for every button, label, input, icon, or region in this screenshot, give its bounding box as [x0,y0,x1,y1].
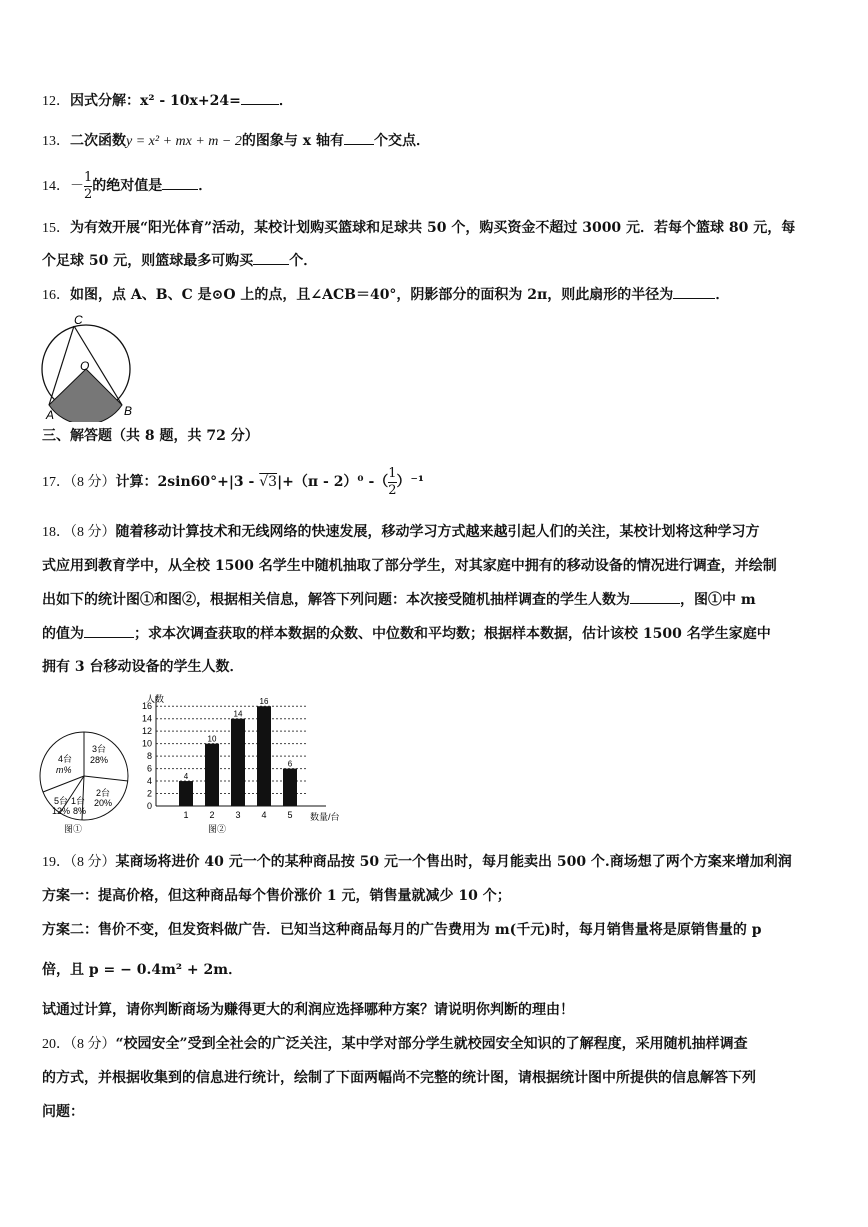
answer-blank[interactable] [253,250,289,265]
y-axis-label: 人数 [146,694,165,704]
question-text: 为有效开展“阳光体育”活动，某校计划购买篮球和足球共 50 个，购买资金不超过 3000 元．若每个篮球 80 元，每 [70,220,796,236]
question-number: 12． [42,94,70,109]
bar-value-label: 6 [287,759,293,769]
pie-value-4-devices: m% [56,765,72,775]
shaded-sector [49,369,122,422]
question-13 [42,130,430,152]
bar-chart-figure-2 [138,690,348,838]
pie-chart-figure-1 [36,726,136,838]
answer-blank[interactable] [162,175,198,190]
pie-caption: 图① [64,824,83,834]
question-end: ． [278,93,293,109]
y-tick-label: 14 [141,713,152,724]
question-19-line4: 倍，且 p = − 0.4m² + 2m． [42,962,243,978]
bar-4 [257,706,271,806]
pie-label-1-device: 1台 [71,796,86,806]
math-expression: y = x² + mx + m − 2 [126,134,242,149]
fraction [388,466,396,499]
pie-value-5-devices: 12% [52,806,71,816]
bar-2 [205,744,219,806]
question-number: 14． [42,179,70,194]
question-end: 个． [289,253,318,269]
question-text: ；求本次调查获取的样本数据的众数、中位数和平均数；根据样本数据，估计该校 1500 名学生家庭中 [134,626,771,642]
question-end: 个交点． [373,133,430,149]
y-tick-label: 16 [141,701,152,712]
question-text: 出如下的统计图①和图②，根据相关信息，解答下列问题：本次接受随机抽样调查的学生人数为 [42,592,630,608]
pie-value-1-device: 8% [73,806,87,816]
question-text: “校园安全”受到全社会的广泛关注，某中学对部分学生就校园安全知识的了解程度，采用随机抽样调查 [115,1036,748,1052]
bar-value-label: 10 [207,734,217,744]
x-tick-label: 4 [261,810,267,820]
sqrt-expression: √3 [259,474,278,490]
y-tick-label: 4 [146,776,152,787]
question-19-line3: 方案二：售价不变，但发资料做广告．已知当这种商品每月的广告费用为 m(千元)时，每月销售量将是原销售量的 p [42,922,762,938]
x-tick-label: 2 [209,810,215,820]
question-text: ）⁻¹ [396,474,425,490]
question-number: 13． [42,134,70,149]
label-B: B [124,404,133,418]
pie-label-3-devices: 3台 [92,744,107,754]
x-tick-label: 1 [183,810,189,820]
bar-5 [283,769,297,806]
question-text: 如图，点 A、B、C 是⊙O 上的点，且∠ACB＝40°，阴影部分的面积为 2π，则此扇形的半径为 [70,287,674,303]
label-C: C [74,313,83,327]
numerator: 1 [84,169,93,185]
question-text: 二次函数 [70,133,126,149]
question-20-line3: 问题： [42,1104,84,1120]
question-text: 的绝对值是 [92,178,163,194]
question-end: ． [198,178,213,194]
x-tick-label: 5 [287,810,293,820]
answer-blank[interactable] [344,130,374,145]
question-19-line1 [42,852,792,873]
question-20-line2: 的方式，并根据收集到的信息进行统计，绘制了下面两幅尚不完整的统计图，请根据统计图中所提供的信息解答下列 [42,1070,756,1086]
question-17 [42,464,424,501]
y-tick-label: 0 [146,801,152,811]
question-text: ，图①中 m [680,592,756,608]
question-number: 15． [42,221,70,236]
question-number: 16． [42,288,70,303]
question-text: |+（π - 2）⁰ -（ [277,474,389,490]
bar-chart-caption: 图② [208,824,227,834]
y-tick-label: 10 [141,738,152,749]
question-18-line1 [42,522,760,543]
bar-value-label: 14 [233,709,243,719]
bar-3 [231,719,245,806]
question-15-line1 [42,218,795,239]
answer-blank[interactable] [673,284,715,299]
circle-sector-figure [40,312,140,422]
x-tick-label: 3 [235,810,241,820]
question-number: 18．（8 分） [42,525,116,540]
question-text: 个足球 50 元，则篮球最多可购买 [42,253,254,269]
minus-sign: － [70,178,84,194]
bar-value-label: 4 [183,772,189,782]
question-14 [42,168,212,205]
bar-1 [179,781,193,806]
question-number: 20．（8 分） [42,1037,116,1052]
answer-blank[interactable] [84,623,134,638]
answer-blank[interactable] [241,90,279,105]
question-18-line2: 式应用到教育学中，从全校 1500 名学生中随机抽取了部分学生，对其家庭中拥有的移动设备的情况进行调查，并绘制 [42,558,777,574]
question-text: 的图象与 x 轴有 [241,133,344,149]
denominator: 2 [388,482,397,498]
question-number: 19．（8 分） [42,855,116,870]
question-text: 计算：2sin60°+|3 - [115,474,260,490]
x-axis-label: 数量/台 [310,812,340,822]
label-O: O [80,359,90,373]
pie-label-4-devices: 4台 [58,754,73,764]
question-18-line4 [42,623,771,644]
question-number: 17．（8 分） [42,475,116,490]
y-tick-label: 2 [146,788,152,799]
question-19-line2: 方案一：提高价格，但这种商品每个售价涨价 1 元，销售量就减少 10 个； [42,888,511,904]
question-20-line1 [42,1034,748,1055]
question-18-line3 [42,589,756,610]
pie-label-2-devices: 2台 [96,788,111,798]
pie-value-3-devices: 28% [90,755,109,765]
question-19-line5: 试通过计算，请你判断商场为赚得更大的利润应选择哪种方案？请说明你判断的理由！ [42,1002,574,1018]
pie-label-5-devices: 5台 [54,796,69,806]
question-15-line2 [42,250,317,271]
bar-value-label: 16 [259,697,269,707]
label-A: A [46,408,55,422]
question-text: 的值为 [42,626,84,642]
answer-blank[interactable] [630,589,680,604]
numerator: 1 [388,465,397,481]
question-18-line5: 拥有 3 台移动设备的学生人数． [42,659,244,675]
question-text: 随着移动计算技术和无线网络的快速发展，移动学习方式越来越引起人们的关注，某校计划将这种学习方 [115,524,760,540]
pie-value-2-devices: 20% [94,798,113,808]
section-heading: 三、解答题（共 8 题，共 72 分） [42,428,259,444]
question-text: 因式分解：x² - 10x+24= [70,93,241,109]
question-12 [42,90,293,112]
y-tick-label: 8 [146,751,152,762]
denominator: 2 [84,186,93,202]
question-16 [42,284,729,306]
y-tick-label: 6 [146,763,152,774]
question-end: ． [715,287,730,303]
question-text: 某商场将进价 40 元一个的某种商品按 50 元一个售出时，每月能卖出 500 个.商场想了两个方案来增加利润 [115,854,792,870]
y-tick-label: 12 [141,726,152,737]
